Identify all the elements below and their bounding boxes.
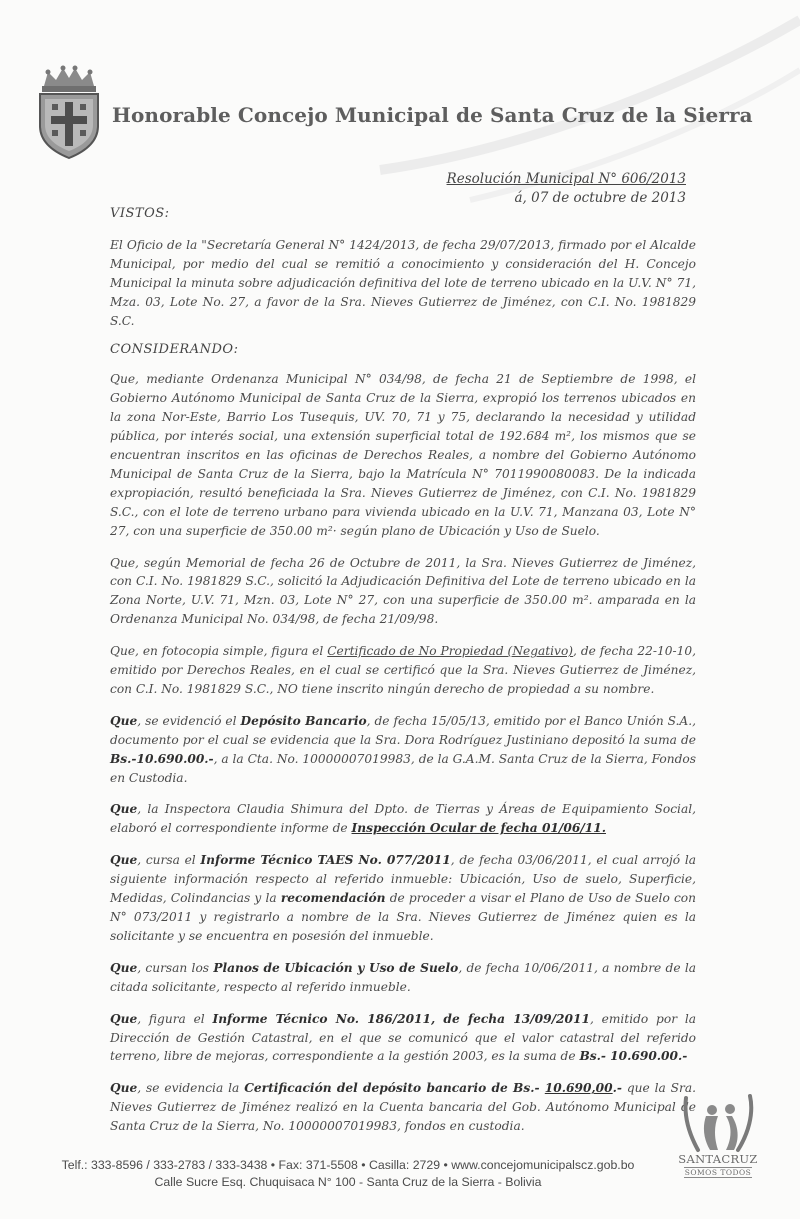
footer-phone-line: Telf.: 333-8596 / 333-2783 / 333-3438 • Fax: 371-5508 • Casilla: 2729 • www.concejomunicipalscz.gob.bo (61, 1158, 635, 1172)
logo-wordmark: SANTACRUZ (678, 1152, 758, 1166)
council-title: Honorable Concejo Municipal de Santa Cruz de la Sierra (112, 103, 753, 127)
paragraph-ordenanza: Que, mediante Ordenanza Municipal N° 034/98, de fecha 21 de Septiembre de 1998, el Gobierno Autónomo Municipal de Santa Cruz de la Sierra, expropió los terrenos ubicados en la zona Nor-Este, Barrio Los Tusequis, UV. 70, 71 y 75, declarando la necesidad y utilidad pública, por interés social, una extensión superficial total de 192.684 m², los mismos que se encuentran inscritos en las oficinas de Derechos Reales, a nombre del Gobierno Autónomo Municipal de Santa Cruz de la Sierra, bajo la Matrícula N° 7011990080083. De la indicada expropiación, resultó beneficiada la Sra. Nieves Gutierrez de Jiménez, con C.I. No. 1981829 S.C., con el lote de terreno urbano para vivienda ubicado en la U.V. 71, Manzana 03, Lote N° 27, con una superficie de 350.00 m²· según plano de Ubicación y Uso de Suelo. (110, 372, 696, 538)
santa-cruz-figures-icon (676, 1092, 760, 1154)
resolution-date: á, 07 de octubre de 2013 (514, 190, 686, 206)
considerando-heading: CONSIDERANDO: (110, 342, 239, 358)
resolution-block (447, 170, 686, 208)
footer-contact (38, 1157, 658, 1191)
paragraph-planos: Que, cursan los Planos de Ubicación y Uso de Suelo, de fecha 10/06/2011, a nombre de la citada solicitante, respecto al referido inmueble. (110, 960, 696, 994)
footer-address-line: Calle Sucre Esq. Chuquisaca N° 100 - Santa Cruz de la Sierra - Bolivia (154, 1175, 542, 1189)
document-body (110, 205, 696, 1149)
vistos-heading: VISTOS: (110, 206, 170, 221)
paragraph-inspeccion: Que, la Inspectora Claudia Shimura del Dpto. de Tierras y Áreas de Equipamiento Social, elaboró el correspondiente informe de Inspección Ocular de fecha 01/06/11. (110, 802, 696, 836)
paragraph-deposito: Que, se evidenció el Depósito Bancario, de fecha 15/05/13, emitido por el Banco Unión S.A., documento por el cual se evidencia que la Sra. Dora Rodríguez Justiniano depositó la suma de Bs.-10.690.00.-, a la Cta. No. 10000007019983, de la G.A.M. Santa Cruz de la Sierra, Fondos en Custodia. (110, 713, 696, 785)
resolution-number: Resolución Municipal N° 606/2013 (446, 171, 686, 187)
certificado-link-text: Certificado de No Propiedad (Negativo) (327, 644, 574, 659)
vistos-paragraph: El Oficio de la "Secretaría General N° 1424/2013, de fecha 29/07/2013, firmado por el Alcalde Municipal, por medio del cual se remitió a conocimiento y consideración del H. Concejo Municipal la minuta sobre adjudicación definitiva del lote de terreno ubicado en la U.V. N° 71, Mza. 03, Lote No. 27, a favor de la Sra. Nieves Gutierrez de Jiménez, con C.I. No. 1981829 S.C. (110, 237, 696, 328)
paragraph-certificado: Que, en fotocopia simple, figura el Certificado de No Propiedad (Negativo), de fecha 22-10-10, emitido por Derechos Reales, en el cual se certificó que la Sra. Nieves Gutierrez de Jiménez, con C.I. No. 1981829 S.C., NO tiene inscrito ningún derecho de propiedad a su nombre. (110, 644, 696, 696)
paragraph-memorial: Que, según Memorial de fecha 26 de Octubre de 2011, la Sra. Nieves Gutierrez de Jiménez, con C.I. No. 1981829 S.C., solicitó la Adjudicación Definitiva del Lote de terreno ubicado en la Zona Norte, U.V. 71, Mzn. 03, Lote N° 27, con una superficie de 350.00 m². amparada en la Ordenanza Municipal No. 034/98, de fecha 21/09/98. (110, 555, 696, 627)
santa-cruz-logo (676, 1092, 760, 1178)
paragraph-informe-taes: Que, cursa el Informe Técnico TAES No. 077/2011, de fecha 03/06/2011, el cual arrojó la siguiente información respecto al referido inmueble: Ubicación, Uso de suelo, Superficie, Medidas, Colindancias y la recomendación de proceder a visar el Plano de Uso de Suelo con N° 073/2011 y registrarlo a nombre de la Sra. Nieves Gutierrez de Jiménez quien es la solicitante y se encuentra en posesión del inmueble. (110, 853, 696, 943)
paragraph-informe-catastral: Que, figura el Informe Técnico No. 186/2011, de fecha 13/09/2011, emitido por la Dirección de Gestión Catastral, en el que se comunicó que el valor catastral del referido terreno, libre de mejoras, correspondiente a la gestión 2003, es la suma de Bs.- 10.690.00.- (110, 1011, 696, 1064)
logo-tagline: SOMOS TODOS (684, 1168, 752, 1177)
coat-of-arms-icon (36, 64, 102, 160)
paragraph-certificacion-deposito: Que, se evidencia la Certificación del depósito bancario de Bs.- 10.690,00.- que la Sra. Nieves Gutierrez de Jiménez realizó en la Cuenta bancaria del Gob. Autónomo Municipal de Santa Cruz de la Sierra, No. 10000007019983, fondos en custodia. (110, 1081, 696, 1134)
